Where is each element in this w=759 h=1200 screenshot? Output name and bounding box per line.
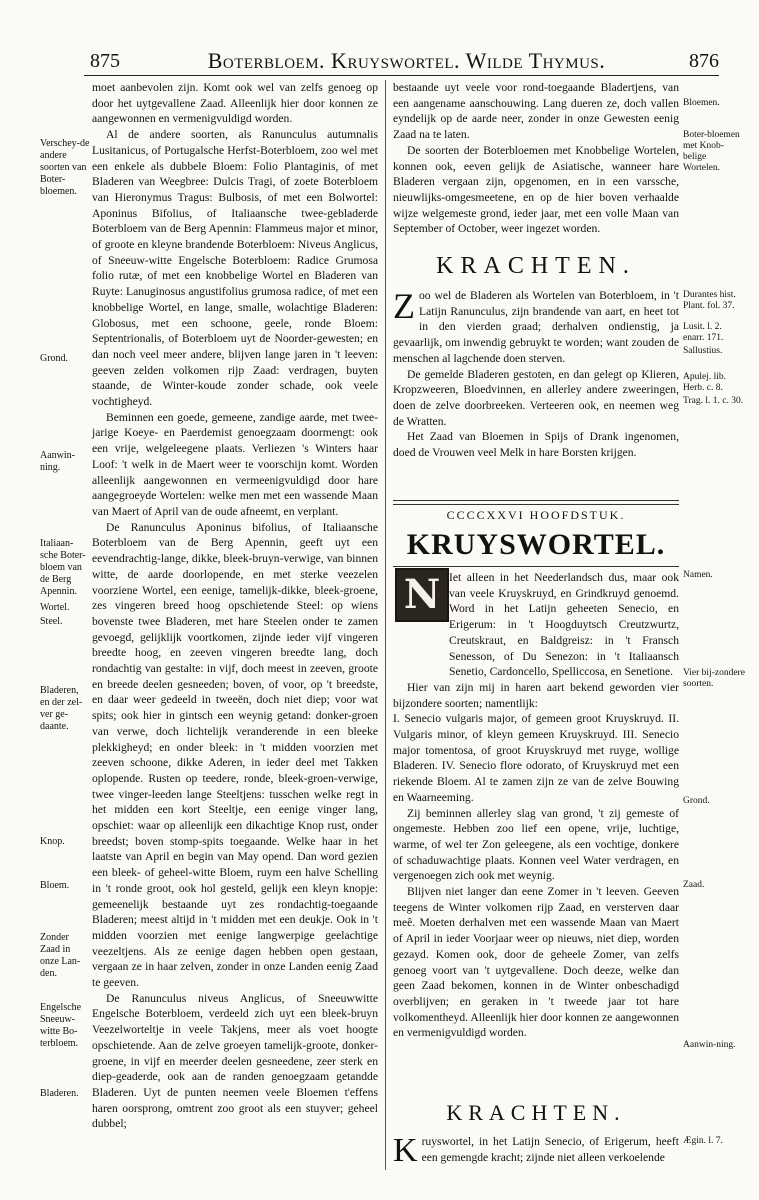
paragraph: Beminnen een goede, gemeene, zandige aarde, met twee-jarige Koeye- en Paerdemist genoegzaam doormengt: ook een vrije, welgeleegene plaats. Verliezen 's Winters haar Loof: 't welk in de Maert weer te voorschijn komt. Worden alleenlijk aangewonnen en vermeenigvuldigd door hare aangegroeyde Wortelen: welke men met een wassende Maan van Maert of April van de oude afneemt, en verplant.: [92, 410, 378, 518]
paragraph: moet aanbevolen zijn. Komt ook wel van zelfs genoeg op door het uytgevallene Zaad. Alleenlijk hier door konnen ze aangewonnen en vermenigvuldigd worden.: [92, 81, 378, 126]
margin-note: Boter-bloemen met Knob-belige Wortelen.: [683, 130, 740, 173]
left-column: [92, 80, 378, 1132]
paragraph: [393, 1132, 679, 1169]
margin-note: Wortel.: [40, 602, 70, 613]
margin-note: Grond.: [40, 353, 69, 364]
margin-note: Italiaan-sche Boter-bloem van de Berg Apennin.: [40, 538, 86, 597]
margin-note: Engelsche Sneeuw-witte Bo-terbloem.: [40, 1002, 82, 1049]
margin-note: Bloem.: [40, 880, 70, 891]
margin-note: Verschey-de andere soorten van Boter-bloemen.: [40, 138, 90, 197]
krachten-text-2: [393, 1132, 679, 1169]
paragraph: I. Senecio vulgaris major, of gemeen groot Kruyskruyd. II. Vulgaris minor, of kleyn gemeen Kruyskruyd. III. Senecio major tomentosa, of groot Kruyskruyd met ruyge, wollige Bladeren. IV. Senecio flore odorato, of Kruyskruyd met een riekende Bloem. Al te zamen zijn ze van de zelve Bouwing en Waarneeming.: [393, 712, 679, 804]
paragraph: [393, 288, 679, 367]
margin-note: Namen.: [683, 570, 713, 580]
running-title: Boterbloem. Kruyswortel. Wilde Thymus.: [207, 48, 606, 73]
margin-note: Bloemen.: [683, 98, 720, 108]
paragraph: bestaande uyt veele voor rond-toegaande Bladertjens, van een aangename aanschouwing. Lang dueren ze, doch vallen eyndelijk op de aarde neer, zonder in onze Gewesten eenig Zaad na te laten.: [393, 81, 679, 142]
decorated-initial: N: [395, 568, 449, 622]
chapter-rule: [393, 504, 679, 505]
paragraph-text: ruyswortel, in het Latijn Senecio, of Erigerum, heeft een gemengde kracht; zijnde niet alleen verkoelende: [421, 1135, 679, 1164]
paragraph-text: oo wel de Bladeren als Wortelen van Boterbloem, in 't Latijn Ranunculus, zijn brandende van aart, en heet tot in den vierden graad; derhalven ondienstig, ja gevaarlijk, om inwendig gebruykt te worden; want zouden de menschen al lagchende doen sterven.: [393, 289, 679, 365]
margin-note: Ægin. l. 7.: [683, 1136, 723, 1146]
drop-cap: Z: [393, 286, 415, 326]
margin-note: Vier bij-zondere soorten.: [683, 668, 745, 689]
paragraph: Hier van zijn mij in haren aart bekend geworden vier bijzondere soorten; namentlijk:: [393, 680, 679, 710]
margin-note: Zonder Zaad in onze Lan-den.: [40, 932, 81, 979]
right-column-top: [393, 80, 679, 237]
margin-note: Apulej. lib. Herb. c. 8.: [683, 372, 727, 393]
margin-note: Bladeren.: [40, 1088, 79, 1099]
margin-note: Aanwin-ning.: [40, 450, 75, 473]
margin-note: Lusit. l. 2. enarr. 171.: [683, 322, 724, 343]
section-heading: KRACHTEN.: [446, 1100, 626, 1125]
paragraph: Het Zaad van Bloemen in Spijs of Drank ingenomen, doed de Vrouwen veel Melk in hare Borsten krijgen.: [393, 430, 679, 460]
margin-note: Steel.: [40, 616, 63, 627]
chapter-number: CCCCXXVI HOOFDSTUK.: [446, 508, 626, 522]
chapter-title: KRUYSWORTEL.: [406, 528, 666, 561]
margin-note: Knop.: [40, 836, 65, 847]
paragraph: Iet alleen in het Neederlandsch dus, maar ook van veele Kruyskruyd, en Grindkruyd genoemd. Word in het Latijn geheeten Senecio, en Erigerum: in 't Hoogduytsch Creutzwurtz, Creutskraut, en Baldgreisz: in 't Fransch Senesson, of Du Senezon: in 't Italiaansch Senetio, Cardoncello, Spelliccosa, en Senetione.: [449, 571, 679, 679]
page-header: [84, 44, 719, 74]
krachten-text: [393, 288, 679, 461]
paragraph: De Ranunculus niveus Anglicus, of Sneeuwwitte Engelsche Boterbloem, verdeeld zich uyt een bleek-bruyn Veezelworteltje in veele Takjens, meer als voet hoogte opschietende. Aan de zelve groeyen tamelijk-groote, donker-groene, in vijf en meerder deelen gesneedene, zeer sterk en diep-geaderde, ook aan de randen genoegzaam getandde Bladeren. Uyt de punten neemen veele Bloemen t'effens haren oorsprong, omtrent zoo groot als een stuyver; geheel dubbel;: [92, 991, 378, 1131]
paragraph: Al de andere soorten, als Ranunculus autumnalis Lusitanicus, of Portugalsche Herfst-Boterbloem, zoo wel met een enkele als dubbele Bloem: Folio Plantaginis, of met Bladeren van Weegbree: Dulcis Tragi, of zoete Boterbloem van Hieronymus Tragus: Bulbosis, of met een Bolwortel: Aponinus Bifolius, of Italiaansche twee-gebladerde Boterbloem van de Berg Apennin: Flammeus major et minor, of groote en kleyne brandende Boterbloem: Niveus Anglicus, of Sneeuw-witte Engelsche Boterbloem: Radice Grumosa folio rutæ, of met een knobbelige Wortel en Bladeren van Ruyte: Lanuginosus angustifolius grumosa radice, of met een knobbelige Wortel, en lange, smalle, wolachtige Bladeren: Globosus, met een schoone, geele, ronde Bloem: Septentrionalis, of Boterbloem uyt de Noorder-gewesten; en dan noch veel meer andere, blijven lange jaren in 't leeven: geeven zelden volkomen rijp Zaad: verdragen, buyten staande, de Winter-koude zonder schade, ook veele vochtigheyd.: [92, 128, 378, 409]
section-heading: KRACHTEN.: [436, 253, 636, 279]
chapter-rule: [393, 500, 679, 501]
paragraph: Blijven niet langer dan eene Zomer in 't leeven. Geeven teegens de Winter volkomen rijp Zaad, en versterven daar meê. Moeten derhalven met een wassende Maan van Maert of April in ieder Voorjaar weer op nieuws, niet diep, worden gezayd. Komen ook, door de geheele Zomer, van zelfs genoeg voort van 't uytgevallene. Doch deeze, welke dan geen Zaad bekomen, konnen in de Winter onbeschadigd overblijven; en geraken in 't tweede jaar tot hare volkomentheyd. Alleenlijk hier door konnen ze aangewonnen en vermenigvuldigd worden.: [393, 885, 679, 1040]
drop-cap: K: [393, 1132, 418, 1169]
margin-note: Aanwin-ning.: [683, 1040, 736, 1050]
margin-note: Bladeren, en der zel-ver ge-daante.: [40, 685, 83, 732]
chapter-text: [393, 570, 679, 1041]
paragraph: Zij beminnen allerley slag van grond, 't zij gemeste of ongemeste. Hebben zoo lief een opene, vrije, luchtige, warme, of wel ter Zon geleegene, als een vochtige, donkere of schaduwachtige plaats. Konnen veel Water verdragen, en vergenoegen zich ook met weynig.: [393, 806, 679, 883]
margin-note: Durantes hist. Plant. fol. 37.: [683, 290, 736, 311]
margin-note: Trag. l. 1. c. 30.: [683, 396, 744, 406]
margin-note: Sallustius.: [683, 346, 723, 356]
column-divider: [385, 80, 386, 1170]
paragraph: De gemelde Bladeren gestoten, en dan gelegt op Klieren, Kropzweeren, Bloedvinnen, en allerley andere zweeringen, doen de zelve doorbreeken. Verteeren ook, en neemen weg de Wratten.: [393, 367, 679, 428]
page-number-left: 875: [90, 50, 120, 72]
header-rule: [84, 75, 719, 76]
paragraph: De soorten der Boterbloemen met Knobbelige Wortelen, konnen ook, eeven gelijk de Asiatische, wanneer hare Bladeren vergaan zijn, opgenomen, en in een varssche, nieuwlijks-omgesmeetene, en op de hier boven verhaalde wijze welgemeste grond, ieder jaar, met een volle Maan van September of October, weer ingezet worden.: [393, 143, 679, 236]
margin-note: Zaad.: [683, 880, 705, 890]
paragraph: De Ranunculus Aponinus bifolius, of Italiaansche Boterbloem van de Berg Apennin, geeft uyt een eevendrachtig-lange, dikke, bleek-bruyn-verwige, van binnen witte, de aarde doorlopende, en met sterke veezelen voorziene Wortel, een eenige, tamelijk-dikke, bleek-groene, zes vingeren breed hoog opschietende Steel: op wiens bovenste twee Bladeren, met hare Steelen onder te zamen gevoegd, gelijklijk voortkomen, zijnde ieder vijf vingeren breedte hoog, en zeeven vingeren breedte lang, doch rondachtig van gestalte: in vijf, doch meest in zeeven, groote en breede deelen gesneeden; boven, of voor, op 't breedste, en daar weer gedeeld in tweeën, doch niet diep; voor wat spits; ook hier in gintsch een weynig getand: donker-groen van verwe, doch lichtelijk veranderende in een bleeke plekkigheyd; en onder bleek: in 't midden voorzien met zeeven schoone, dikke Aderen, in ieder deel met Takken oplopende. Rusten op teedere, ronde, bleek-groen-verwige, twee vinger-leeden lange Steeltjens: tusschen welke regt in het midden een kort Steeltje, een eenige vinger lang, opschiet: waar op alleenlijk een dikachtige Knop rust, onder breedst; boven stomp-spits toegaande. Welke haar in het laatste van April en begin van May opend. Dan word gezien een bleek- of geheel-witte Bloem, ruym een halve Schelling in 't ronde groot, ook hol gesteld, gelijk een kleyn knopje: gemeenelijk bestaande uyt zes rondachtig-toegaande Bladeren; meest altijd in 't midden met een deukje. Ook in 't midden voorzien met eenige langwerpige geelachtige veezeltjens. Als ze eenige dagen hebben open gestaan, vergaan ze in haar zelven, zonder in onze Landen eenig Zaad te geeven.: [92, 520, 378, 990]
margin-note: Grond.: [683, 796, 710, 806]
page-number-right: 876: [689, 50, 719, 72]
chapter-rule: [393, 566, 679, 567]
